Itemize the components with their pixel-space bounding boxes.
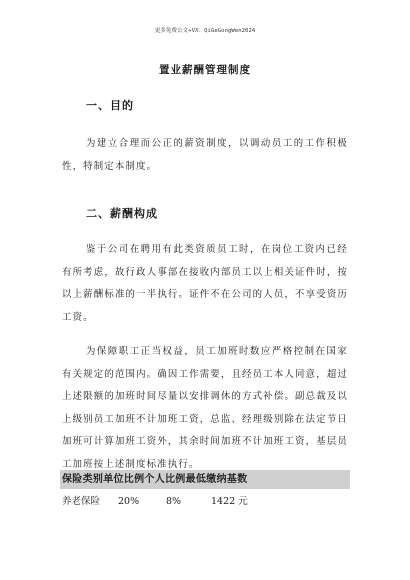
paragraph-qualification: 鉴于公司在聘用有此类资质员工时，在岗位工资内已经有所考虑，故行政人事部在接收内部员工以上相关证件时，按以上薪酬标准的一半执行。证件不在公司的人员，不享受资历工资。 — [62, 244, 348, 323]
cell-personal-ratio: 8% — [166, 496, 182, 507]
document-title: 置业薪酬管理制度 — [159, 64, 251, 76]
section-heading-salary-structure: 二、薪酬构成 — [86, 207, 158, 220]
table-row — [60, 493, 350, 511]
cell-minimum-base: 1422 元 — [211, 496, 248, 507]
insurance-table-header: 保险类别单位比例个人比例最低缴纳基数 — [60, 470, 350, 489]
paragraph-overtime: 为保障职工正当权益，员工加班时数应严格控制在国家有关规定的范围内。确因工作需要，且经员工本人同意，超过上述限额的加班时间尽量以安排调休的方式补偿。副总裁及以上级别员工加班不计加班工资，总监、经理级别除在法定节日加班可计算加班工资外，其余时间加班不计加班工资，基层员工加班按上述制度标准执行。 — [62, 346, 348, 470]
cell-insurance-category: 养老保险 — [62, 496, 101, 507]
section-heading-purpose: 一、目的 — [86, 99, 134, 112]
top-note: 更多免费公文+VX：QiGeGongWen2024 — [154, 28, 256, 34]
paragraph-purpose: 为建立合理而公正的薪资制度，以调动员工的工作积极性，特制定本制度。 — [62, 138, 348, 172]
cell-company-ratio: 20% — [118, 496, 140, 507]
